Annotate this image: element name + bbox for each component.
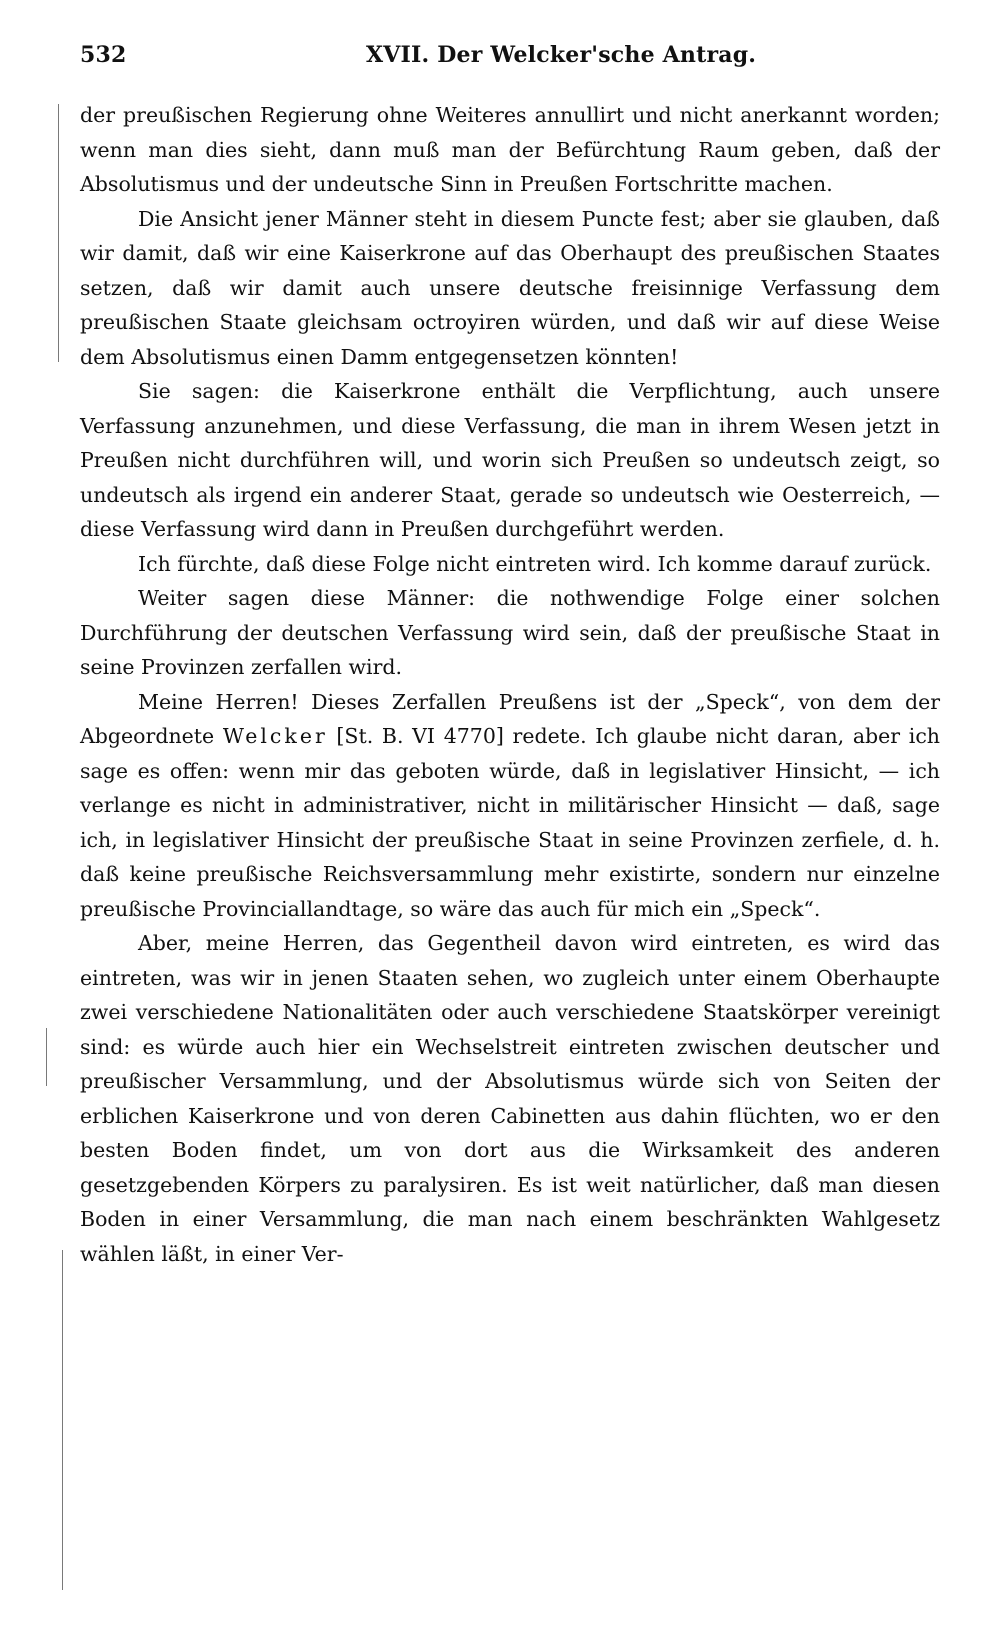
spaced-name-welcker: Welcker	[222, 724, 328, 748]
body-text	[80, 98, 940, 1589]
paragraph: Aber, meine Herren, das Gegentheil davon wird eintreten, es wird das eintreten, was wir in jenen Staaten sehen, wo zugleich unter einem Oberhaupte zwei verschiedene Nationalitäten oder auch verschiedene Staatskörper vereinigt sind: es würde auch hier ein Wechselstreit eintreten zwischen deutscher und preußischer Versammlung, und der Absolutismus würde sich von Seiten der erblichen Kaiserkrone und von deren Cabinetten aus dahin flüchten, wo er den besten Boden findet, um von dort aus die Wirksamkeit des anderen gesetzgebenden Körpers zu paralysiren. Es ist weit natürlicher, daß man diesen Boden in einer Versammlung, die man nach einem beschränkten Wahlgesetz wählen läßt, in einer Ver-	[80, 931, 940, 1266]
running-head-title: XVII. Der Welcker'sche Antrag.	[366, 42, 757, 68]
paragraph-text: [St. B. VI 4770] redete. Ich glaube nicht daran, aber ich sage es offen: wenn mir das geboten würde, daß in legislativer Hinsicht, — ich verlange es nicht in administrativer, nicht in militärischer Hinsicht — daß, sage ich, in legislativer Hinsicht der preußische Staat in seine Provinzen zerfiele, d. h. daß keine preußische Reichsversammlung mehr existirte, sondern nur einzelne preußische Provinciallandtage, so wäre das auch für mich ein „Speck“.	[80, 724, 941, 921]
paragraph-continued: der preußischen Regierung ohne Weiteres annullirt und nicht anerkannt worden; wenn man dies sieht, dann muß man der Befürchtung Raum geben, daß der Absolutismus und der undeutsche Sinn in Preußen Fortschritte machen.	[80, 103, 940, 196]
left-margin-rule-upper	[58, 104, 59, 362]
left-margin-rule-middle	[46, 1028, 47, 1086]
paragraph-text: Meine Herren! Dieses Zerfallen Preußens ist der „Speck“, von dem der Abgeordnete	[80, 689, 940, 748]
paragraph: Weiter sagen diese Männer: die nothwendige Folge einer solchen Durchführung der deutschen Verfassung wird sein, daß der preußische Staat in seine Provinzen zerfallen wird.	[80, 586, 940, 679]
paragraph: Ich fürchte, daß diese Folge nicht eintreten wird. Ich komme darauf zurück.	[138, 551, 932, 576]
page-header	[80, 42, 940, 82]
page-number: 532	[80, 42, 127, 68]
left-margin-rule-lower	[62, 1250, 63, 1590]
paragraph: Sie sagen: die Kaiserkrone enthält die Verpflichtung, auch unsere Verfassung anzunehmen, und diese Verfassung, die man in ihrem Wesen jetzt in Preußen nicht durchführen will, und worin sich Preußen so undeutsch zeigt, so undeutsch als irgend ein anderer Staat, gerade so undeutsch wie Oesterreich, — diese Verfassung wird dann in Preußen durchgeführt werden.	[80, 379, 940, 541]
paragraph: Die Ansicht jener Männer steht in diesem Puncte fest; aber sie glauben, daß wir damit, daß wir eine Kaiserkrone auf das Oberhaupt des preußischen Staates setzen, daß wir damit auch unsere deutsche freisinnige Verfassung dem preußischen Staate gleichsam octroyiren würden, und daß wir auf diese Weise dem Absolutismus einen Damm entgegensetzen könnten!	[80, 206, 940, 369]
paragraph-with-citation	[80, 685, 940, 927]
